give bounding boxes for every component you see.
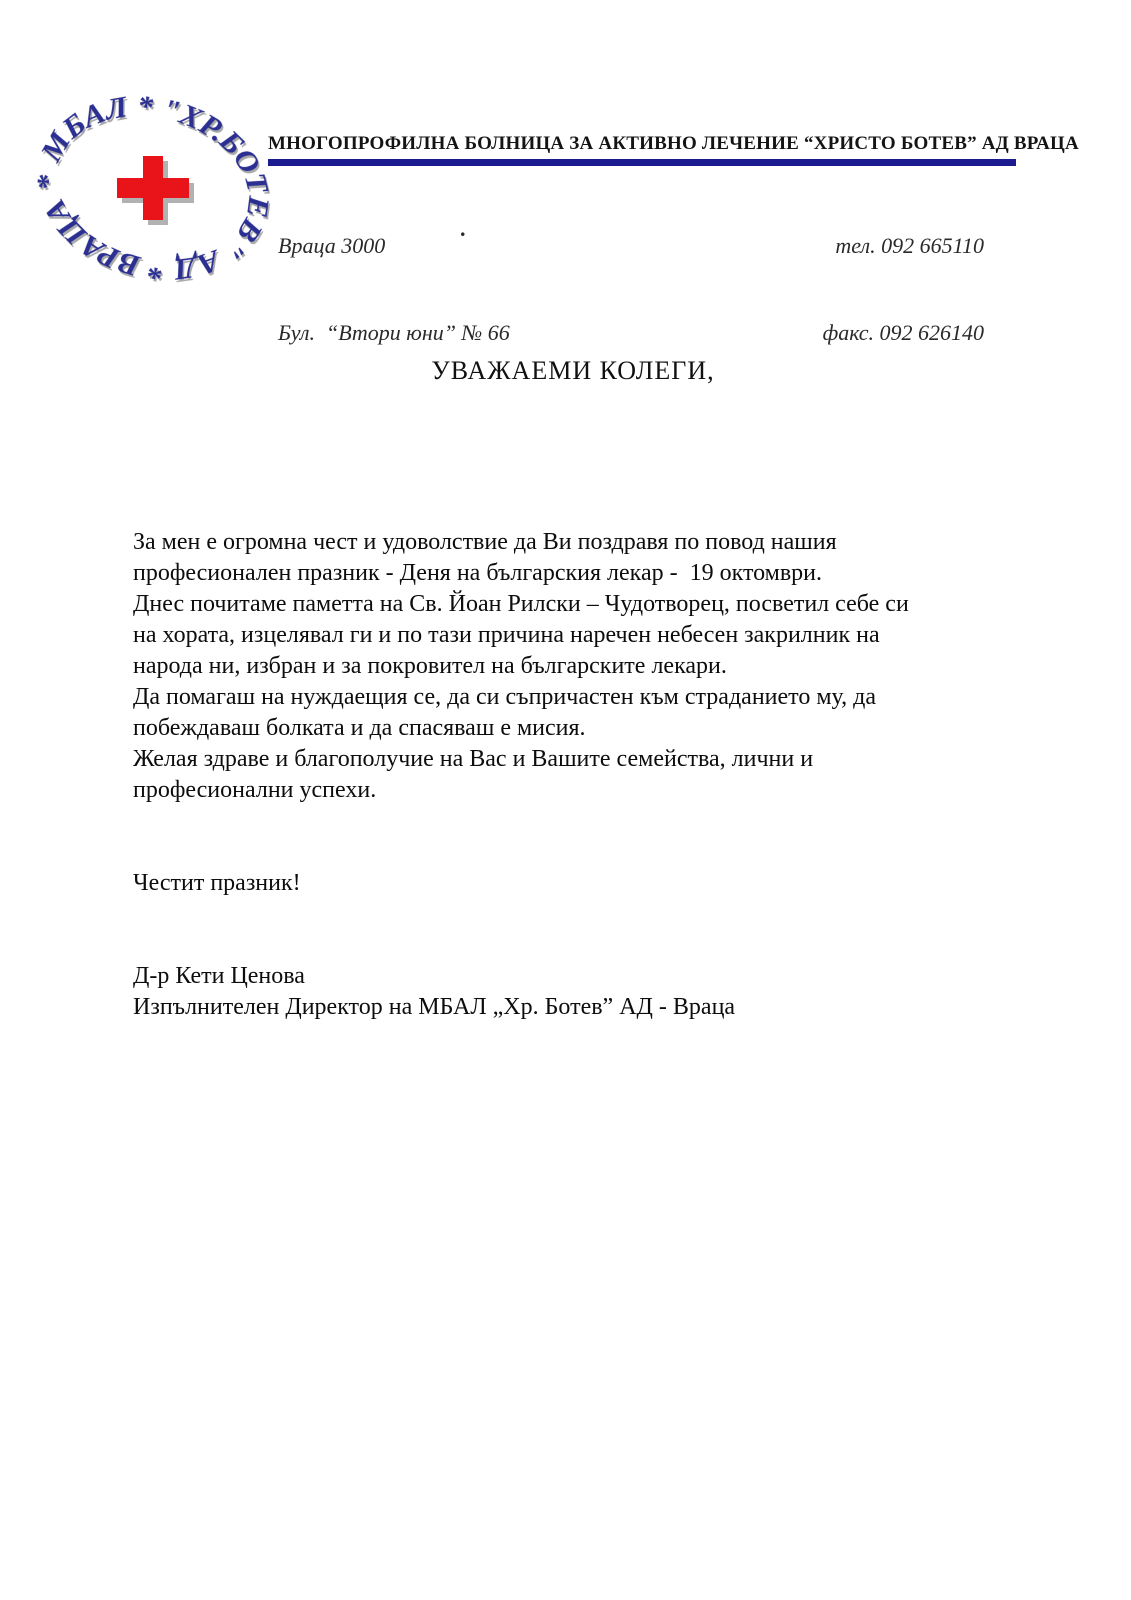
closing-line: Честит празник!: [133, 870, 301, 896]
signature-title: Изпълнителен Директор на МБАЛ „Хр. Ботев” АД - Враца: [133, 994, 736, 1020]
red-cross-icon: [117, 156, 194, 225]
fax-number: факс. 092 626140: [822, 320, 984, 345]
body-line: За мен е огромна чест и удоволствие да Ви поздравя по повод нашия: [133, 529, 837, 555]
body-line: професионален празник - Деня на българския лекар - 19 октомври.: [133, 560, 823, 586]
body-line: Да помагаш на нуждаещия се, да си съпричастен към страданието му, да: [133, 684, 876, 710]
hospital-logo: [24, 88, 282, 288]
body-line: побеждаваш болката и да спасяваш е мисия.: [133, 715, 586, 741]
header-divider: [268, 159, 1016, 166]
signature-name: Д-р Кети Ценова: [133, 963, 305, 989]
letter-body: [133, 527, 909, 806]
signature-block: [133, 961, 735, 1023]
address-street: Бул. “Втори юни” № 66: [278, 320, 510, 345]
address-city: Враца 3000: [278, 233, 386, 258]
body-line: професионални успехи.: [133, 777, 377, 803]
body-line: на хората, изцелявал ги и по тази причина наречен небесен закрилник на: [133, 622, 880, 648]
phone-number: тел. 092 665110: [835, 233, 984, 258]
logo-ring-text: МБАЛ * "ХР.БОТЕВ" АД * ВРАЦА *: [31, 89, 276, 286]
body-line: народа ни, избран и за покровител на българските лекари.: [133, 653, 727, 679]
salutation: УВАЖАЕМИ КОЛЕГИ,: [431, 356, 715, 385]
body-line: Желая здраве и благополучие на Вас и Вашите семейства, лични и: [133, 746, 814, 772]
body-line: Днес почитаме паметта на Св. Йоан Рилски – Чудотворец, посветил себе си: [133, 591, 909, 617]
hospital-name-title: МНОГОПРОФИЛНА БОЛНИЦА ЗА АКТИВНО ЛЕЧЕНИЕ “ХРИСТО БОТЕВ” АД ВРАЦА: [268, 133, 1079, 154]
stray-dot: .: [460, 216, 466, 241]
